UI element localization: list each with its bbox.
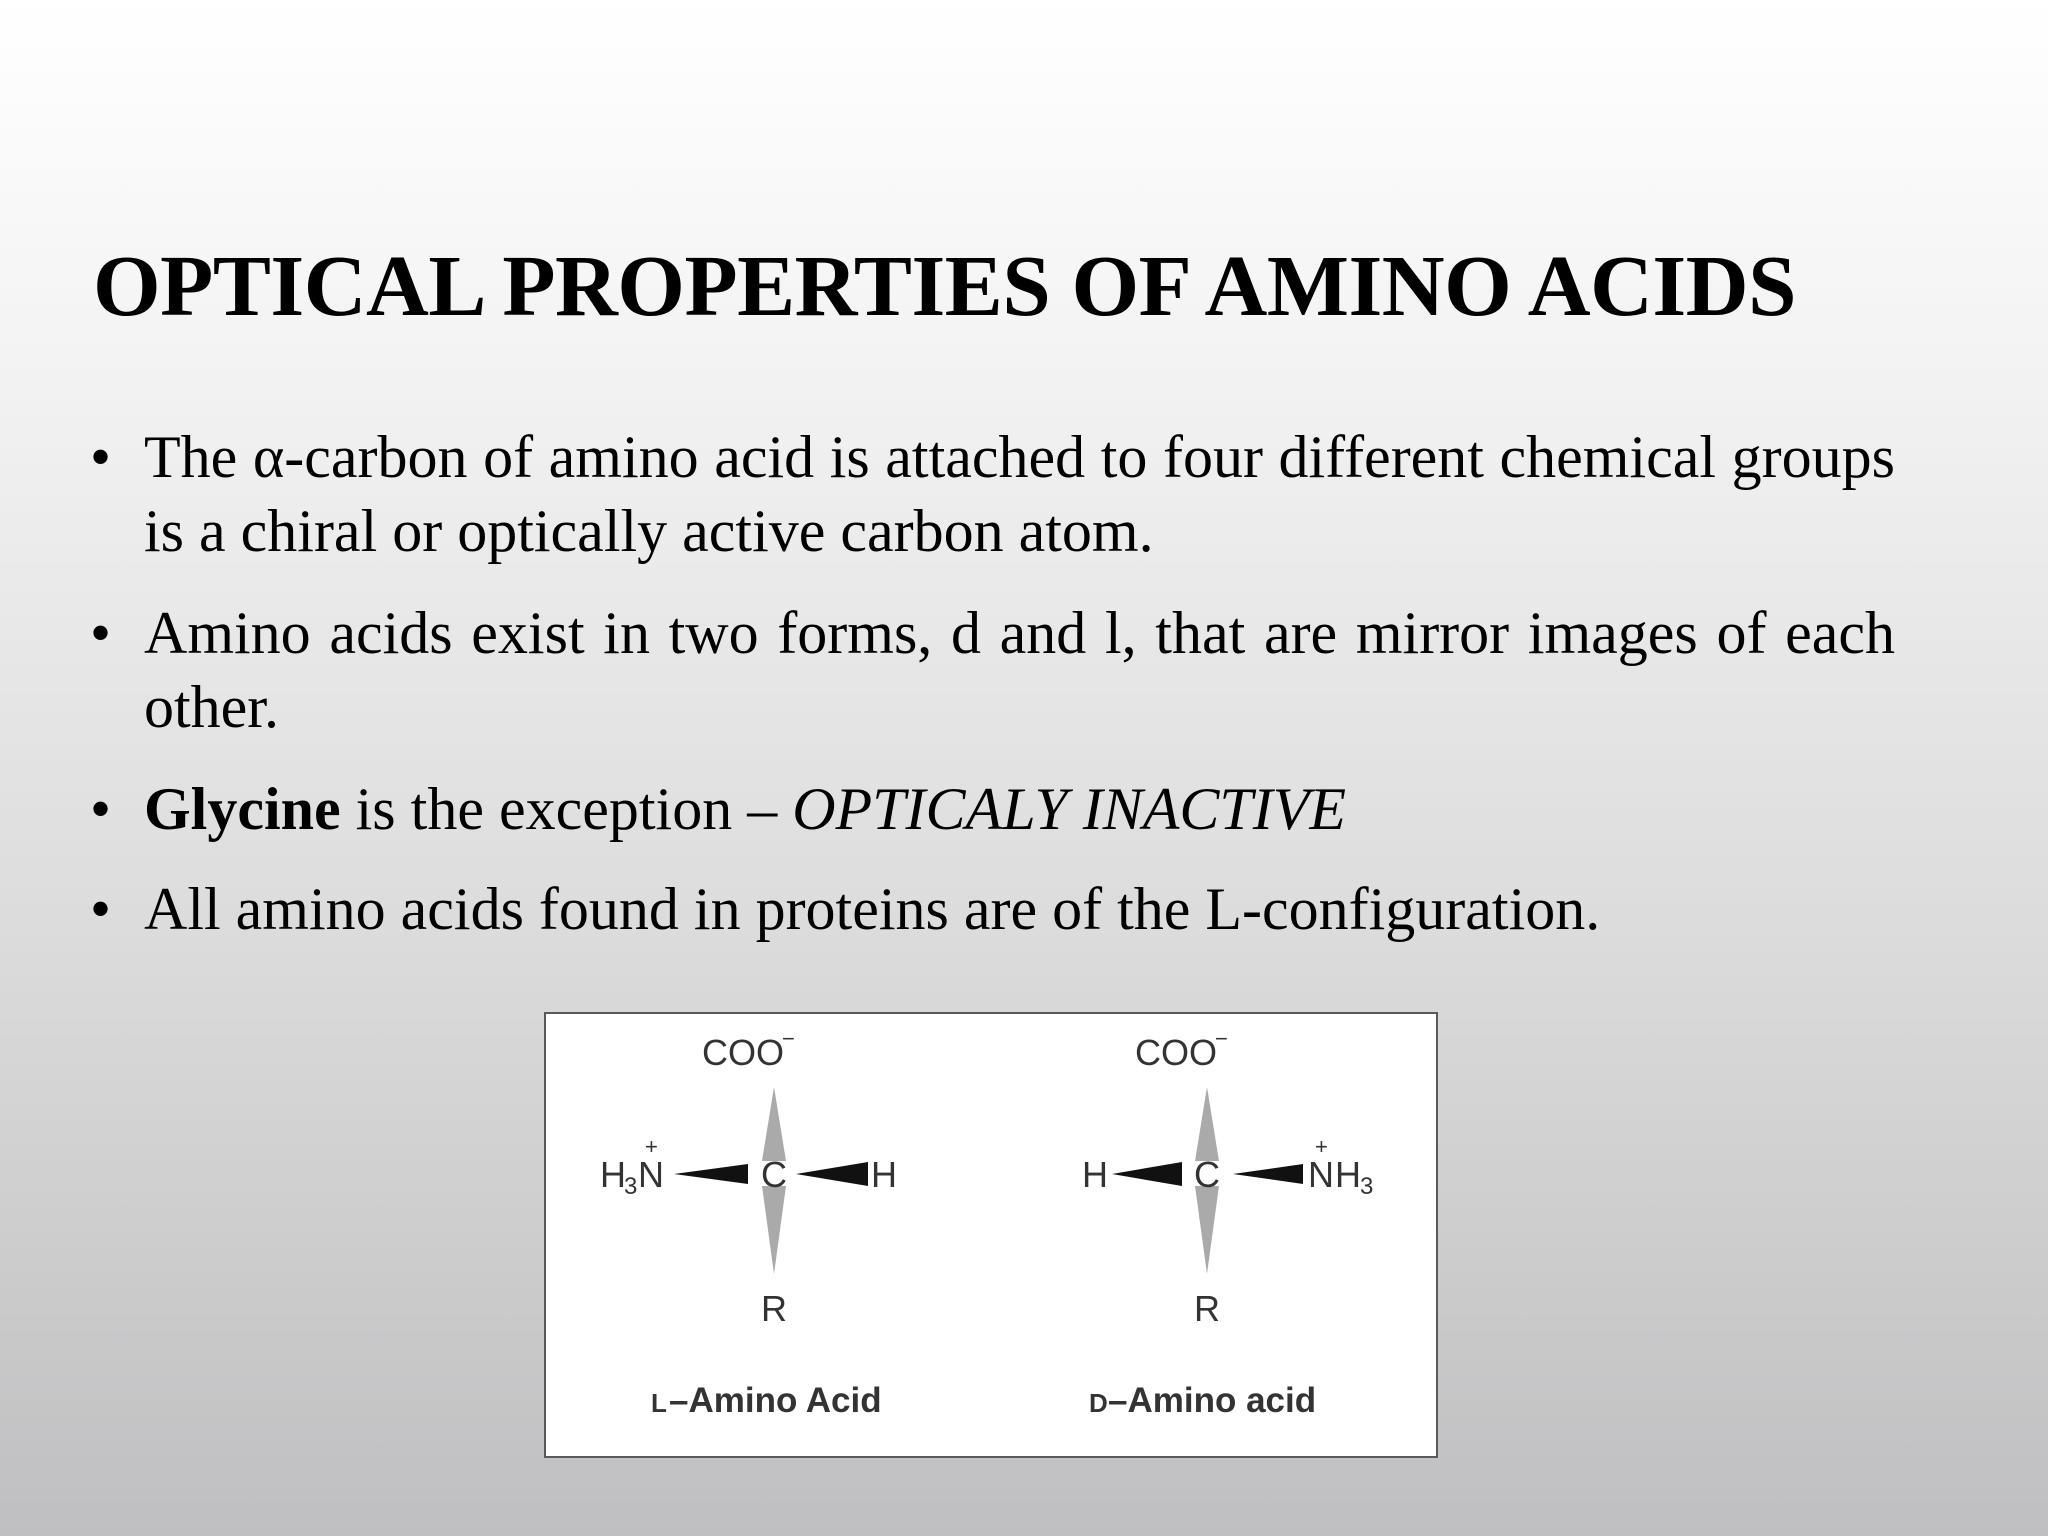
- l-hydrogen: H: [871, 1154, 897, 1195]
- l-amino-acid-structure: [600, 1026, 897, 1420]
- l-alpha-carbon: C: [761, 1154, 787, 1195]
- l-nh3-n: N: [638, 1154, 664, 1195]
- l-coo-group: COO: [701, 1032, 785, 1073]
- l-nh3-charge: +: [645, 1134, 658, 1159]
- d-caption: –Amino acid: [1108, 1381, 1317, 1420]
- d-alpha-carbon: C: [1194, 1154, 1220, 1195]
- fischer-projections: [546, 1014, 1436, 1456]
- l-wedge-bottom: [762, 1186, 786, 1274]
- slide-title: OPTICAL PROPERTIES OF AMINO ACIDS: [93, 237, 1796, 334]
- bullet-dot: •: [90, 600, 112, 666]
- l-caption: –Amino Acid: [669, 1381, 882, 1420]
- optically-inactive-term: OPTICALY INACTIVE: [792, 776, 1347, 842]
- d-coo-group: COO: [1134, 1032, 1218, 1073]
- bullet-text: All amino acids found in proteins are of the L-configuration.: [144, 876, 1601, 942]
- bullet-text: The α-carbon of amino acid is attached to four different chemical groups is a chiral or optically active carbon atom.: [144, 424, 1895, 564]
- d-r-group: R: [1194, 1288, 1220, 1329]
- d-nh3-sub: 3: [1360, 1173, 1374, 1200]
- bullet-item-alpha-carbon: [90, 420, 1895, 568]
- l-wedge-left: [674, 1164, 748, 1184]
- d-nh3-h: H: [1335, 1154, 1361, 1195]
- bullet-dot: •: [90, 424, 112, 490]
- d-coo-charge: −: [1215, 1026, 1228, 1051]
- d-wedge-top: [1195, 1087, 1219, 1161]
- l-nh3-h: H: [600, 1154, 626, 1195]
- bullet-dot: •: [90, 776, 112, 842]
- d-nh3-charge: +: [1315, 1134, 1328, 1159]
- l-wedge-top: [762, 1087, 786, 1161]
- d-nh3-n: N: [1308, 1154, 1334, 1195]
- bullet-item-glycine: [90, 772, 1895, 846]
- l-nh3-sub: 3: [624, 1173, 638, 1200]
- d-wedge-bottom: [1195, 1186, 1219, 1274]
- glycine-term: Glycine: [144, 776, 341, 842]
- amino-acid-figure: [544, 1012, 1438, 1458]
- l-wedge-right: [796, 1162, 868, 1186]
- l-caption-prefix: L: [651, 1388, 667, 1418]
- bullet-item-two-forms: [90, 596, 1895, 744]
- d-amino-acid-structure: [1082, 1026, 1373, 1420]
- d-hydrogen: H: [1082, 1154, 1108, 1195]
- bullet-item-l-configuration: [90, 872, 1895, 946]
- bullet-text: is the exception –: [340, 776, 793, 842]
- l-coo-charge: −: [782, 1026, 795, 1051]
- d-caption-prefix: D: [1089, 1388, 1108, 1418]
- bullet-dot: •: [90, 876, 112, 942]
- bullet-list: [90, 420, 1895, 974]
- bullet-text: Amino acids exist in two forms, d and l, that are mirror images of each other.: [144, 600, 1895, 740]
- d-wedge-left: [1112, 1162, 1182, 1186]
- l-r-group: R: [761, 1288, 787, 1329]
- d-wedge-right: [1233, 1164, 1303, 1184]
